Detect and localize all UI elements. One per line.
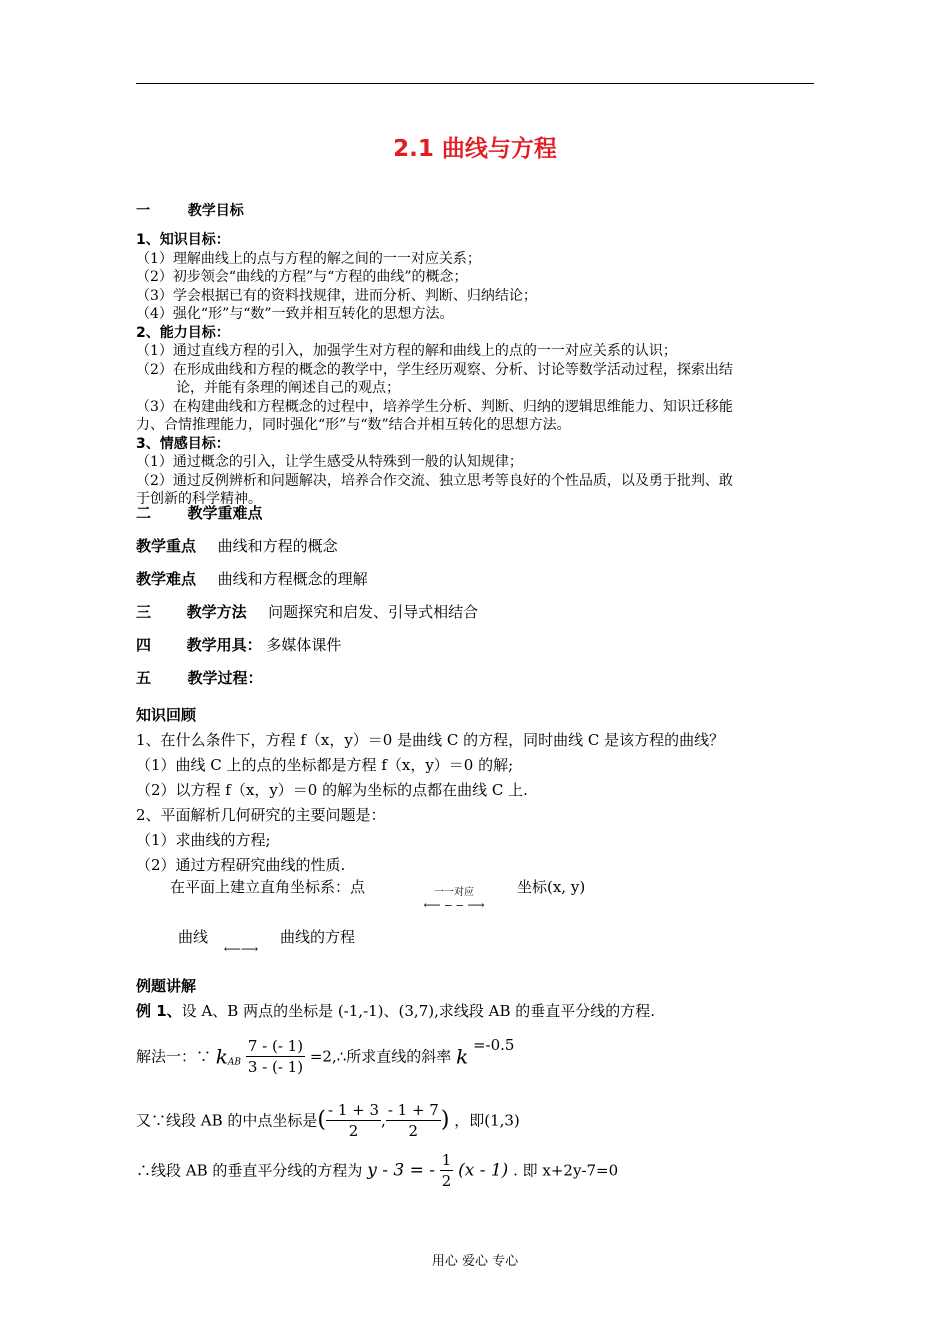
section-1-label: 教学目标 [187, 203, 244, 219]
review-heading: 知识回顾 [136, 706, 197, 724]
knowledge-item: （4）强化“形”与“数”一致并相互转化的思想方法。 [136, 306, 454, 322]
ability-heading: 2、能力目标： [136, 324, 230, 341]
header-rule [136, 83, 814, 84]
section-1-heading [136, 202, 816, 221]
section-4-number: 四 [136, 636, 152, 654]
section-5-label: 教学过程： [187, 669, 263, 687]
section-2-label: 教学重难点 [187, 504, 263, 522]
example-1-text: 设 A、B 两点的坐标是 (-1,-1)、(3,7),求线段 AB 的垂直平分线的方程. [181, 1002, 656, 1020]
section-5-heading [136, 669, 816, 688]
review-q1-b: （2）以方程 f（x，y）＝0 的解为坐标的点都在曲线 C 上. [136, 781, 528, 799]
equation-end: . 即 x+2y-7=0 [513, 1161, 619, 1180]
section-4-line [136, 636, 816, 655]
section-3-text: 问题探究和启发、引导式相结合 [268, 603, 479, 621]
midpoint-prefix: 又∵线段 AB 的中点坐标是 [136, 1111, 318, 1130]
review-q2-a: （1）求曲线的方程; [136, 831, 271, 849]
difficulty-line [136, 570, 816, 589]
review-q2-b: （2）通过方程研究曲线的性质. [136, 856, 346, 874]
knowledge-heading: 1、知识目标： [136, 232, 230, 248]
midpoint-end: ，即(1,3) [454, 1111, 520, 1130]
key-point-label: 教学重点 [136, 537, 197, 555]
emotion-heading: 3、情感目标： [136, 435, 230, 452]
midpoint-y-numerator: - 1 + 7 [387, 1101, 439, 1119]
solution-line-1 [136, 1036, 816, 1086]
section-2-heading [136, 504, 816, 523]
equation-lhs: y - 3 = - [367, 1160, 435, 1181]
review-block [136, 703, 816, 878]
ability-item: （3）在构建曲线和方程概念的过程中，培养学生分析、判断、归纳的逻辑思维能力、知识迁移能 [136, 398, 733, 415]
knowledge-item: （2）初步领会“曲线的方程”与“方程的曲线”的概念； [136, 269, 468, 285]
ability-item: （1）通过直线方程的引入，加强学生对方程的解和曲线上的点的一一对应关系的认识； [136, 343, 677, 359]
page-title: 2.1 曲线与方程 [393, 136, 557, 162]
slope-numerator: 7 - (- 1) [247, 1037, 304, 1055]
solution-middle: =2,∴所求直线的斜率 [309, 1047, 452, 1066]
midpoint-x-fraction [326, 1100, 381, 1141]
section-5-number: 五 [136, 669, 152, 687]
midpoint-y-fraction [386, 1100, 441, 1141]
section-1-number: 一 [136, 203, 150, 219]
slope-denominator: 3 - (- 1) [247, 1058, 304, 1076]
equation-rhs: (x - 1) [458, 1160, 509, 1181]
midpoint-x-denominator: 2 [348, 1122, 359, 1140]
midpoint-x-numerator: - 1 + 3 [328, 1101, 380, 1119]
page-footer: 用心 爱心 专心 [431, 1254, 519, 1269]
ability-item-cont: 论，并能有条理的阐述自己的观点； [176, 380, 400, 396]
review-q2: 2、平面解析几何研究的主要问题是： [136, 806, 386, 824]
section-4-text: 多媒体课件 [266, 636, 342, 654]
knowledge-item: （1）理解曲线上的点与方程的解之间的一一对应关系； [136, 250, 481, 267]
emotion-item-cont: 于创新的科学精神。 [136, 491, 262, 507]
midpoint-y-denominator: 2 [408, 1122, 419, 1140]
difficulty-text: 曲线和方程概念的理解 [217, 570, 368, 588]
review-q1-a: （1）曲线 C 上的点的坐标都是方程 f（x，y）＝0 的解; [136, 756, 514, 774]
solution-line-3 [136, 1150, 816, 1200]
emotion-item: （1）通过概念的引入，让学生感受从特殊到一般的认知规律； [136, 454, 523, 470]
equation-denominator: 2 [441, 1172, 452, 1190]
goals-block [136, 231, 816, 509]
slope-symbol-2: k [456, 1044, 469, 1069]
slope-fraction [246, 1036, 305, 1077]
section-3-label: 教学方法 [186, 603, 247, 621]
ability-item: （2）在形成曲线和方程的概念的教学中，学生经历观察、分析、讨论等数学活动过程，探索出结 [136, 361, 733, 378]
section-4-label: 教学用具： [186, 636, 262, 654]
correspondence-arrow [410, 888, 498, 912]
curve-label: 曲线 [178, 928, 209, 946]
section-3-number: 三 [136, 603, 152, 621]
double-arrow-icon: ⟵⟶ [223, 942, 259, 956]
double-arrow-icon: ⟵ ‒ ‒ ⟶ [423, 898, 485, 912]
knowledge-item: （3）学会根据已有的资料找规律，进而分析、判断、归纳结论； [136, 287, 537, 304]
section-2-number: 二 [136, 504, 152, 522]
correspondence-label: 一一对应 [434, 887, 474, 898]
ability-item-cont: 力、合情推理能力，同时强化“形”与“数”结合并相互转化的思想方法。 [136, 417, 571, 433]
equation-numerator: 1 [441, 1151, 452, 1169]
solution-prefix: 解法一：∵ [136, 1047, 212, 1066]
examples-heading: 例题讲解 [136, 977, 197, 995]
coord-system-text: 在平面上建立直角坐标系：点 [170, 878, 366, 896]
emotion-item: （2）通过反例辨析和问题解决，培养合作交流、独立思考等良好的个性品质，以及勇于批判、敢 [136, 472, 733, 489]
slope-symbol: k [215, 1044, 228, 1069]
difficulty-label: 教学难点 [136, 570, 197, 588]
section-3-line [136, 603, 816, 622]
key-point-text: 曲线和方程的概念 [217, 537, 338, 555]
solution-end: =-0.5 [472, 1036, 515, 1054]
key-point-line [136, 537, 816, 556]
equation-prefix: ∴线段 AB 的垂直平分线的方程为 [136, 1161, 363, 1180]
review-q1: 1、在什么条件下，方程 f（x，y）＝0 是曲线 C 的方程，同时曲线 C 是该方程的曲线？ [136, 731, 725, 749]
solution-line-2: 又∵线段 AB 的中点坐标是( $\frac{- 1 + 3}{2}$ , $\frac{- 1 + 7}{2}$ ) ，即(1,3) [136, 1101, 520, 1140]
coord-point-label: 坐标(x, y) [517, 878, 586, 896]
equation-fraction [440, 1150, 454, 1191]
curve-equation-label: 曲线的方程 [280, 928, 356, 946]
example-1-label: 例 1、 [136, 1002, 182, 1020]
example-1 [136, 1002, 816, 1021]
slope-subscript: AB [227, 1057, 242, 1068]
